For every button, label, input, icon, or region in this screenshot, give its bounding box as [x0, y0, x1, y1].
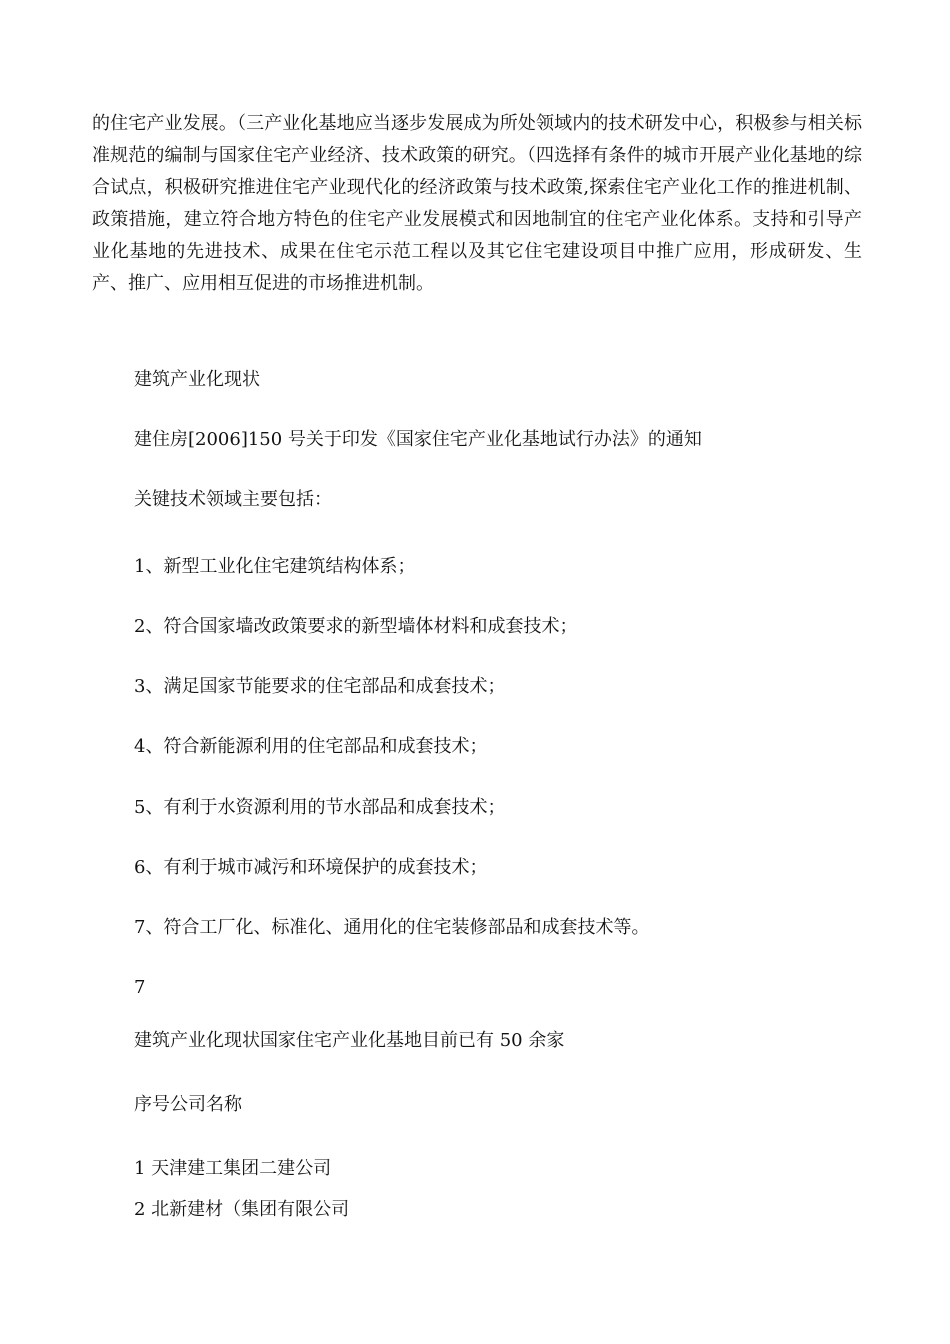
key-area-item-3: 3、满足国家节能要求的住宅部品和成套技术；	[134, 676, 506, 697]
key-area-item-1: 1、新型工业化住宅建筑结构体系；	[134, 556, 416, 577]
key-area-item-5: 5、有利于水资源利用的节水部品和成套技术；	[134, 797, 506, 818]
section-heading-status: 建筑产业化现状	[134, 369, 260, 390]
key-areas-intro: 关键技术领域主要包括：	[134, 489, 332, 510]
company-row-2: 2 北新建材（集团有限公司	[134, 1199, 350, 1220]
page-number: 7	[134, 977, 146, 998]
bases-heading: 建筑产业化现状国家住宅产业化基地目前已有 50 余家	[134, 1030, 565, 1051]
opening-paragraph: 的住宅产业发展。（三产业化基地应当逐步发展成为所处领域内的技术研发中心，积极参与相关标准规范的编制与国家住宅产业经济、技术政策的研究。（四选择有条件的城市开展产业化基地的综合试点，积极研究推进住宅产业现代化的经济政策与技术政策,探索住宅产业化工作的推进机制、政策措施，建立符合地方特色的住宅产业发展模式和因地制宜的住宅产业化体系。支持和引导产业化基地的先进技术、成果在住宅示范工程以及其它住宅建设项目中推广应用，形成研发、生产、推广、应用相互促进的市场推进机制。	[92, 113, 862, 294]
company-row-1: 1 天津建工集团二建公司	[134, 1158, 332, 1179]
key-area-item-2: 2、符合国家墙改政策要求的新型墙体材料和成套技术；	[134, 616, 578, 637]
key-area-item-7: 7、符合工厂化、标准化、通用化的住宅装修部品和成套技术等。	[134, 917, 650, 938]
table-header: 序号公司名称	[134, 1094, 242, 1115]
key-area-item-4: 4、符合新能源利用的住宅部品和成套技术；	[134, 736, 488, 757]
notice-title: 建住房[2006]150 号关于印发《国家住宅产业化基地试行办法》的通知	[134, 429, 702, 450]
key-area-item-6: 6、有利于城市减污和环境保护的成套技术；	[134, 857, 488, 878]
